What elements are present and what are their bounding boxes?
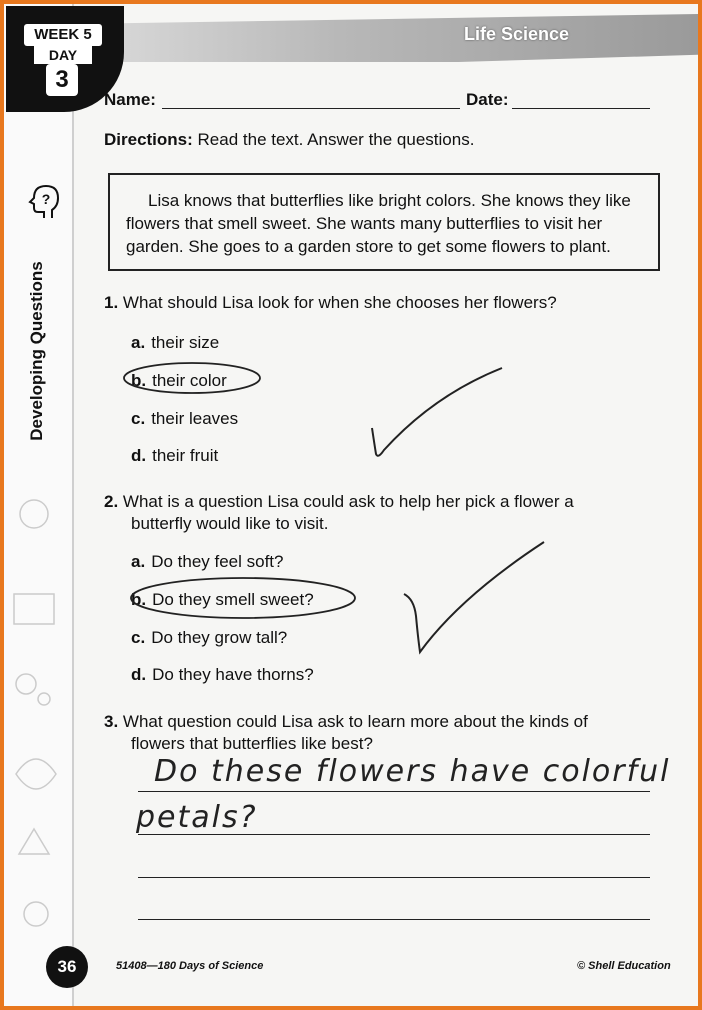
pen-marks	[4, 4, 698, 1006]
question-3-text-line-2: flowers that butterflies like best?	[131, 734, 373, 753]
handwritten-answer-line-1: Do these flowers have colorful	[154, 754, 671, 789]
option-letter: a.	[131, 552, 146, 571]
option-text: Do they have thorns?	[152, 665, 314, 684]
option-text: their color	[152, 371, 227, 390]
option-text: their leaves	[151, 409, 239, 428]
check-mark-q1-icon	[372, 368, 502, 456]
question-2-number: 2.	[104, 492, 119, 511]
option-letter: b.	[131, 371, 147, 390]
question-3-text-line-1: What question could Lisa ask to learn more about the kinds of	[122, 712, 588, 731]
sidebar-title-text: Developing Questions	[27, 261, 46, 441]
footer-book: 51408—180 Days of Science	[116, 960, 264, 972]
worksheet-page	[4, 4, 698, 1006]
footer-publisher: © Shell Education	[577, 960, 671, 972]
week-label: WEEK 5	[24, 24, 102, 46]
page-number: 36	[46, 946, 88, 988]
option-text: their size	[151, 333, 220, 352]
option-letter: a.	[131, 333, 146, 352]
option-letter: d.	[131, 446, 147, 465]
handwritten-answer-line-2: petals?	[136, 800, 258, 835]
option-letter: c.	[131, 409, 146, 428]
date-label: Date:	[466, 90, 509, 109]
question-2-text-line-2: butterfly would like to visit.	[131, 514, 329, 533]
option-text: Do they smell sweet?	[152, 590, 314, 609]
name-label: Name:	[104, 90, 156, 109]
subject-label: Life Science	[464, 24, 570, 44]
day-number: 3	[46, 64, 78, 96]
option-text: Do they grow tall?	[151, 628, 288, 647]
option-text: their fruit	[152, 446, 219, 465]
question-3-number: 3.	[104, 712, 119, 731]
answer-circle-q1	[124, 363, 260, 393]
question-1-text: What should Lisa look for when she chooses her flowers?	[122, 293, 557, 312]
answer-circle-q2	[131, 578, 355, 618]
option-text: Do they feel soft?	[151, 552, 284, 571]
directions-text: Read the text. Answer the questions.	[197, 130, 475, 149]
option-letter: d.	[131, 665, 147, 684]
question-2-text-line-1: What is a question Lisa could ask to help her pick a flower a	[122, 492, 574, 511]
day-label: DAY	[34, 46, 92, 64]
directions-label: Directions:	[104, 130, 193, 149]
option-letter: b.	[131, 590, 147, 609]
svg-text:?: ?	[41, 191, 51, 207]
question-1-number: 1.	[104, 293, 119, 312]
passage-text: Lisa knows that butterflies like bright colors. She knows they like flowers that smell sweet. She wants many butterflies to visit her garden. She goes to a garden store to get some flowers to plant.	[126, 191, 631, 256]
option-letter: c.	[131, 628, 146, 647]
check-mark-q2-icon	[404, 542, 544, 652]
